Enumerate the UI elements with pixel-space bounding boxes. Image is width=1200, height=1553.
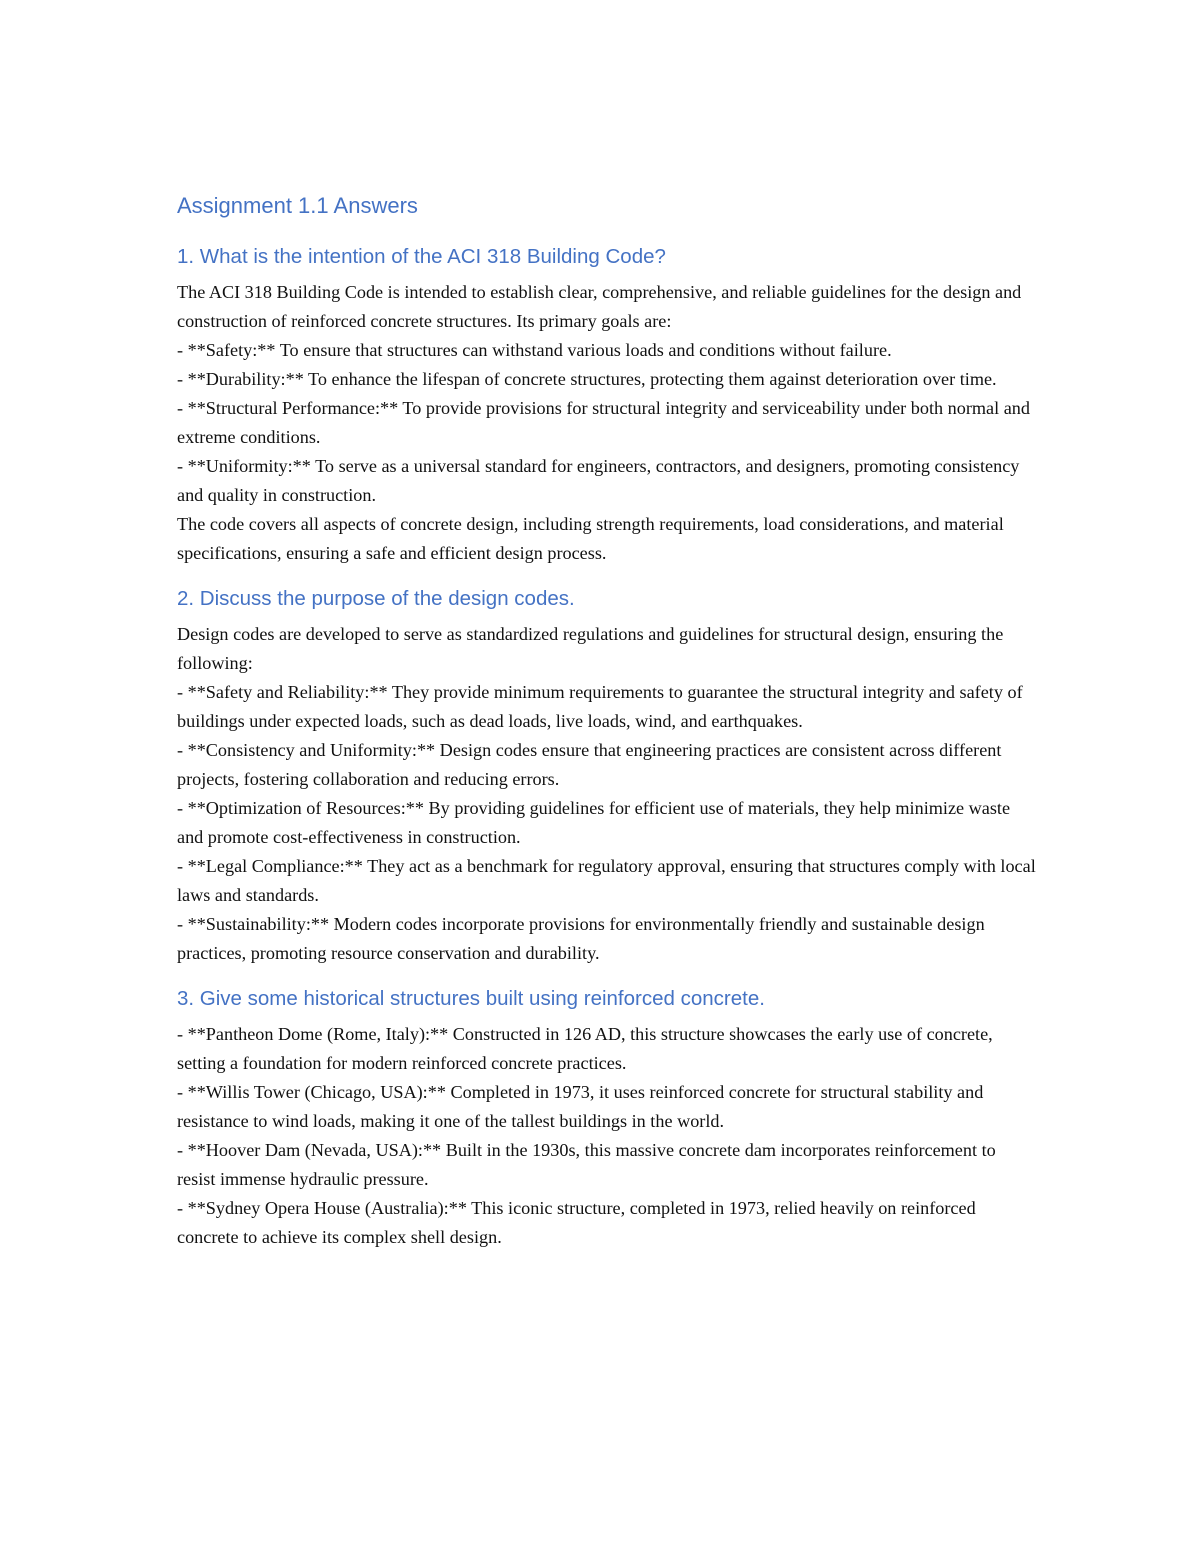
document-title: Assignment 1.1 Answers bbox=[177, 193, 418, 218]
bullet-item: - **Optimization of Resources:** By providing guidelines for efficient use of materials, they help minimize waste and promote cost-effectiveness in construction. bbox=[177, 798, 1011, 847]
bullet-item: - **Legal Compliance:** They act as a benchmark for regulatory approval, ensuring that structures comply with local laws and standards. bbox=[177, 856, 1036, 905]
bullet-item: - **Consistency and Uniformity:** Design codes ensure that engineering practices are consistent across different projects, fostering collaboration and reducing errors. bbox=[177, 740, 1002, 789]
section-design-codes-purpose bbox=[177, 584, 1037, 968]
paragraph: The code covers all aspects of concrete design, including strength requirements, load considerations, and material specifications, ensuring a safe and efficient design process. bbox=[177, 514, 1004, 563]
bullet-item: - **Durability:** To enhance the lifespan of concrete structures, protecting them against deterioration over time. bbox=[177, 369, 997, 389]
paragraph: The ACI 318 Building Code is intended to establish clear, comprehensive, and reliable guidelines for the design and construction of reinforced concrete structures. Its primary goals are: bbox=[177, 282, 1022, 331]
bullet-item: - **Safety and Reliability:** They provide minimum requirements to guarantee the structural integrity and safety of buildings under expected loads, such as dead loads, live loads, wind, and earthquakes. bbox=[177, 682, 1023, 731]
bullet-item: - **Willis Tower (Chicago, USA):** Completed in 1973, it uses reinforced concrete for structural stability and resistance to wind loads, making it one of the tallest buildings in the world. bbox=[177, 1082, 984, 1131]
bullet-item: - **Uniformity:** To serve as a universal standard for engineers, contractors, and designers, promoting consistency and quality in construction. bbox=[177, 456, 1020, 505]
question-1-heading: 1. What is the intention of the ACI 318 Building Code? bbox=[177, 245, 666, 268]
section-aci-318-intention bbox=[177, 242, 1037, 568]
document-page bbox=[177, 190, 1037, 1252]
question-2-heading: 2. Discuss the purpose of the design codes. bbox=[177, 587, 575, 610]
bullet-item: - **Pantheon Dome (Rome, Italy):** Constructed in 126 AD, this structure showcases the early use of concrete, setting a foundation for modern reinforced concrete practices. bbox=[177, 1024, 993, 1073]
bullet-item: - **Structural Performance:** To provide provisions for structural integrity and serviceability under both normal and extreme conditions. bbox=[177, 398, 1030, 447]
bullet-item: - **Sydney Opera House (Australia):** This iconic structure, completed in 1973, relied heavily on reinforced concrete to achieve its complex shell design. bbox=[177, 1198, 976, 1247]
paragraph: Design codes are developed to serve as standardized regulations and guidelines for structural design, ensuring the following: bbox=[177, 624, 1004, 673]
section-historical-structures bbox=[177, 984, 1037, 1252]
bullet-item: - **Safety:** To ensure that structures can withstand various loads and conditions without failure. bbox=[177, 340, 892, 360]
question-3-heading: 3. Give some historical structures built using reinforced concrete. bbox=[177, 987, 765, 1010]
bullet-item: - **Sustainability:** Modern codes incorporate provisions for environmentally friendly and sustainable design practices, promoting resource conservation and durability. bbox=[177, 914, 985, 963]
bullet-item: - **Hoover Dam (Nevada, USA):** Built in the 1930s, this massive concrete dam incorporates reinforcement to resist immense hydraulic pressure. bbox=[177, 1140, 996, 1189]
